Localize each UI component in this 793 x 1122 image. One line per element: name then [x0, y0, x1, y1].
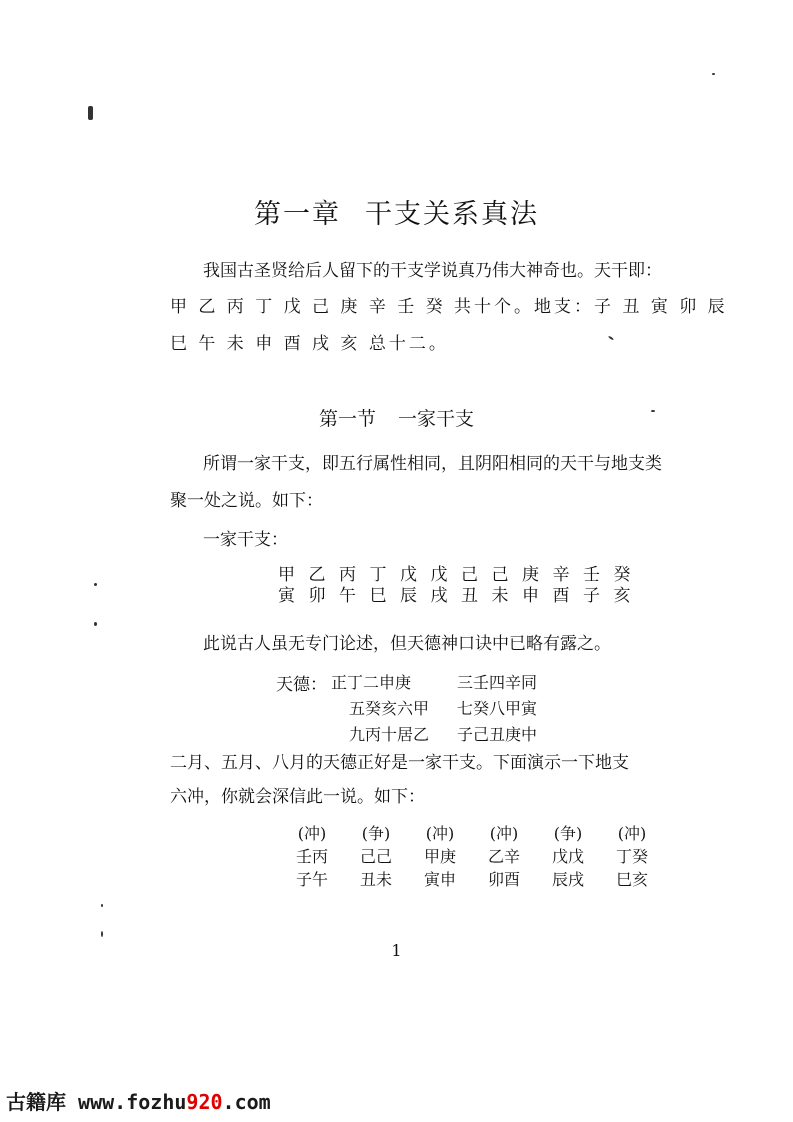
branch-cell: 午 — [339, 586, 356, 606]
branch-pair-cell: 寅申 — [423, 870, 456, 889]
scan-speck — [94, 583, 97, 586]
scan-speck — [608, 335, 614, 340]
stem-pair-cell: 甲庚 — [423, 847, 456, 866]
para4-line-1: 二月、五月、八月的天德正好是一家干支。下面演示一下地支 — [170, 753, 629, 773]
relation-row — [280, 822, 664, 845]
relation-cell: (冲) — [617, 824, 647, 843]
stem-cell: 壬 — [583, 565, 600, 585]
stem-pair-cell: 戊戊 — [551, 847, 584, 866]
branch-cell: 寅 — [278, 586, 295, 606]
intro-line-1: 我国古圣贤给后人留下的干支学说真乃伟大神奇也。天干即： — [203, 261, 662, 281]
branch-cell: 戌 — [430, 586, 448, 606]
stem-cell: 癸 — [613, 565, 631, 585]
scan-speck — [101, 931, 103, 937]
stem-pair-cell: 丁癸 — [615, 847, 648, 866]
stem-pair-cell: 己己 — [359, 847, 392, 866]
branch-cell: 亥 — [613, 586, 631, 606]
stem-cell: 己 — [491, 565, 509, 585]
para1-line-1: 所谓一家干支，即五行属性相同，且阴阳相同的天干与地支类 — [203, 454, 662, 474]
intro-line-3: 巳 午 未 申 酉 戌 亥 总十二。 — [170, 334, 449, 354]
branch-cell: 子 — [583, 586, 600, 606]
stem-pair-cell: 壬丙 — [295, 847, 328, 866]
stems-row — [278, 565, 644, 586]
relation-cell: (冲) — [425, 824, 455, 843]
branch-cell: 未 — [491, 586, 509, 606]
watermark-brand-accent: 920 — [186, 1090, 223, 1114]
watermark-footer — [6, 1086, 271, 1115]
stem-cell: 戊 — [430, 565, 448, 585]
scan-speck — [651, 410, 655, 412]
tiande-verse: 七癸八甲寅 — [457, 699, 538, 718]
branch-cell: 丑 — [461, 586, 478, 606]
stem-pair-cell: 乙辛 — [487, 847, 520, 866]
scan-speck — [94, 622, 97, 626]
section-title — [0, 404, 793, 431]
tiande-verse: 子己丑庚中 — [457, 725, 538, 744]
stem-cell: 庚 — [522, 565, 539, 585]
section-name: 一家干支 — [398, 408, 475, 430]
para1-line-2: 聚一处之说。如下： — [170, 491, 323, 511]
stem-cell: 丁 — [369, 565, 387, 585]
stem-cell: 己 — [461, 565, 478, 585]
branch-cell: 酉 — [552, 586, 570, 606]
relation-cell: (冲) — [489, 824, 519, 843]
tiande-verse: 五癸亥六甲 — [349, 699, 430, 718]
page-number: 1 — [391, 941, 402, 960]
branch-pair-cell: 辰戌 — [551, 870, 584, 889]
branch-pair-row — [280, 868, 664, 891]
section-number: 第一节 — [318, 408, 376, 430]
family-ganzhi-label: 一家干支： — [203, 530, 288, 550]
branch-pair-cell: 丑未 — [359, 870, 392, 889]
stem-cell: 甲 — [278, 565, 295, 585]
branch-pair-cell: 子午 — [295, 870, 328, 889]
stem-cell: 丙 — [339, 565, 356, 585]
branch-cell: 巳 — [369, 586, 387, 606]
branch-cell: 辰 — [400, 586, 417, 606]
stem-cell: 乙 — [308, 565, 326, 585]
relation-cell: (争) — [361, 824, 391, 843]
stem-pair-row — [280, 845, 664, 868]
tiande-label: 天德： — [276, 675, 327, 695]
tiande-verse: 正丁二申庚 — [331, 673, 412, 692]
stem-cell: 戊 — [400, 565, 417, 585]
branches-row — [278, 586, 644, 607]
stem-cell: 辛 — [552, 565, 570, 585]
ganzhi-table — [278, 565, 644, 607]
relation-cell: (冲) — [297, 824, 327, 843]
tiande-verse: 三壬四辛同 — [457, 673, 538, 692]
tiande-verse: 九丙十居乙 — [349, 725, 430, 744]
chapter-number: 第一章 — [254, 199, 341, 230]
relation-cell: (争) — [553, 824, 583, 843]
intro-line-2: 甲 乙 丙 丁 戊 己 庚 辛 壬 癸 共十个。地支：子 丑 寅 卯 辰 — [170, 297, 728, 317]
liuchong-table — [280, 822, 664, 891]
watermark-brand: 古籍库 www.fozhu — [6, 1090, 187, 1114]
scan-speck — [101, 904, 103, 907]
watermark-brand-tail: .com — [222, 1090, 271, 1114]
para4-line-2: 六冲，你就会深信此一说。如下： — [170, 787, 425, 807]
branch-pair-cell: 巳亥 — [615, 870, 648, 889]
branch-cell: 申 — [522, 586, 539, 606]
para3: 此说古人虽无专门论述，但天德神口诀中已略有露之。 — [203, 634, 611, 654]
branch-pair-cell: 卯酉 — [487, 870, 520, 889]
branch-cell: 卯 — [308, 586, 326, 606]
chapter-name: 干支关系真法 — [365, 199, 539, 230]
chapter-title — [0, 192, 793, 231]
scan-speck — [88, 106, 93, 120]
scan-speck — [712, 73, 715, 75]
